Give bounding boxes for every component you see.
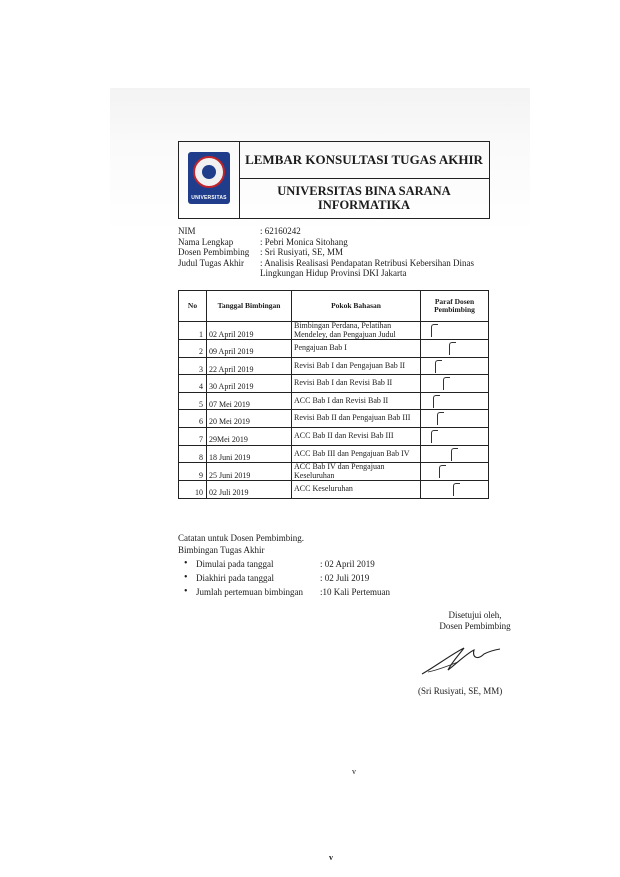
initial-mark — [433, 395, 440, 408]
cell-date: 22 April 2019 — [207, 357, 292, 375]
header-no: No — [179, 291, 207, 322]
cell-signature — [421, 357, 489, 375]
table-row — [179, 427, 489, 445]
cell-topic: Revisi Bab I dan Pengajuan Bab II — [292, 357, 421, 375]
info-row-name — [178, 237, 498, 248]
page-marker: v — [352, 767, 356, 776]
info-value: : Pebri Monica Sitohang — [260, 236, 348, 247]
cell-no: 2 — [179, 340, 207, 358]
initial-mark — [431, 324, 438, 337]
cell-topic: ACC Bab III dan Pengajuan Bab IV — [292, 445, 421, 463]
university-logo — [188, 152, 230, 204]
header-signature: Paraf Dosen Pembimbing — [421, 291, 489, 322]
cell-topic: ACC Bab IV dan Pengajuan Keseluruhan — [292, 463, 421, 481]
note-key: • Dimulai pada tanggal — [196, 559, 274, 569]
info-label: Nama Lengkap — [178, 236, 234, 247]
signer-name: (Sri Rusiyati, SE, MM) — [418, 686, 503, 696]
info-value: : Analisis Realisasi Pendapatan Retribusi Kebersihan Dinas Lingkungan Hidup Provinsi DKI Jakarta — [260, 257, 474, 278]
cell-no: 3 — [179, 357, 207, 375]
list-item — [184, 557, 390, 571]
cell-no: 4 — [179, 375, 207, 393]
handwritten-signature — [418, 640, 502, 680]
cell-no: 10 — [179, 481, 207, 499]
approval-line-2: Dosen Pembimbing — [439, 621, 511, 631]
cell-no: 9 — [179, 463, 207, 481]
info-value: : 62160242 — [260, 226, 301, 236]
cell-no: 8 — [179, 445, 207, 463]
cell-date: 02 Juli 2019 — [207, 481, 292, 499]
cell-no: 6 — [179, 410, 207, 428]
initial-mark — [451, 448, 458, 461]
cell-topic: ACC Bab II dan Revisi Bab III — [292, 427, 421, 445]
table-row — [179, 445, 489, 463]
document-header — [178, 141, 490, 219]
approval-block — [420, 610, 530, 632]
note-key: • Jumlah pertemuan bimbingan — [196, 587, 303, 597]
cell-date: 09 April 2019 — [207, 340, 292, 358]
cell-date: 02 April 2019 — [207, 322, 292, 340]
cell-signature — [421, 445, 489, 463]
logo-cell — [179, 142, 240, 218]
cell-signature — [421, 375, 489, 393]
info-label: Dosen Pembimbing — [178, 247, 250, 257]
cell-signature — [421, 481, 489, 499]
cell-topic: Bimbingan Perdana, Pelatihan Mendeley, dan Pengajuan Judul — [292, 322, 421, 340]
note-key: • Diakhiri pada tanggal — [196, 573, 274, 583]
info-row-title — [178, 258, 498, 279]
cell-date: 25 Juni 2019 — [207, 463, 292, 481]
cell-topic: Revisi Bab II dan Pengajuan Bab III — [292, 410, 421, 428]
info-label: Judul Tugas Akhir — [178, 257, 245, 268]
document-title: LEMBAR KONSULTASI TUGAS AKHIR — [239, 142, 489, 179]
notes-subtitle: Bimbingan Tugas Akhir — [178, 545, 265, 555]
cell-date: 18 Juni 2019 — [207, 445, 292, 463]
cell-signature — [421, 340, 489, 358]
cell-signature — [421, 322, 489, 340]
table-row — [179, 375, 489, 393]
cell-signature — [421, 392, 489, 410]
table-row — [179, 357, 489, 375]
cell-date: 30 April 2019 — [207, 375, 292, 393]
initial-mark — [443, 377, 450, 390]
info-row-nim — [178, 226, 498, 237]
initial-mark — [449, 342, 456, 355]
cell-signature — [421, 427, 489, 445]
cell-date: 07 Mei 2019 — [207, 392, 292, 410]
logo-emblem — [193, 156, 225, 188]
cell-date: 29Mei 2019 — [207, 427, 292, 445]
table-header-row — [179, 291, 489, 322]
initial-mark — [435, 360, 442, 373]
note-value: : 02 April 2019 — [320, 559, 375, 569]
notes-list — [184, 557, 390, 599]
logo-text: UNIVERSITAS — [191, 195, 227, 201]
note-value: : 02 Juli 2019 — [320, 573, 370, 583]
cell-date: 20 Mei 2019 — [207, 410, 292, 428]
header-topic: Pokok Bahasan — [292, 291, 421, 322]
cell-no: 7 — [179, 427, 207, 445]
table-row — [179, 340, 489, 358]
table-row — [179, 481, 489, 499]
list-item — [184, 571, 390, 585]
info-value: : Sri Rusiyati, SE, MM — [260, 247, 344, 257]
cell-no: 1 — [179, 322, 207, 340]
table-row — [179, 322, 489, 340]
cell-signature — [421, 410, 489, 428]
notes-title: Catatan untuk Dosen Pembimbing. — [178, 533, 304, 543]
header-date: Tanggal Bimbingan — [207, 291, 292, 322]
page-marker: v — [329, 853, 333, 862]
info-label: NIM — [178, 226, 196, 236]
list-item — [184, 585, 390, 599]
cell-topic: Pengajuan Bab I — [292, 340, 421, 358]
info-row-advisor — [178, 247, 498, 258]
table-row — [179, 392, 489, 410]
cell-topic: Revisi Bab I dan Revisi Bab II — [292, 375, 421, 393]
initial-mark — [437, 412, 444, 425]
initial-mark — [439, 465, 446, 478]
cell-topic: ACC Keseluruhan — [292, 481, 421, 499]
student-info — [178, 226, 498, 279]
approval-line-1: Disetujui oleh, — [448, 610, 502, 620]
cell-signature — [421, 463, 489, 481]
advisor-notes — [178, 532, 390, 599]
cell-no: 5 — [179, 392, 207, 410]
university-name: UNIVERSITAS BINA SARANA INFORMATIKA — [277, 184, 451, 212]
table-row — [179, 463, 489, 481]
initial-mark — [431, 430, 438, 443]
table-row — [179, 410, 489, 428]
note-value: :10 Kali Pertemuan — [320, 587, 390, 597]
consultation-table — [178, 290, 489, 499]
initial-mark — [453, 483, 460, 496]
cell-topic: ACC Bab I dan Revisi Bab II — [292, 392, 421, 410]
